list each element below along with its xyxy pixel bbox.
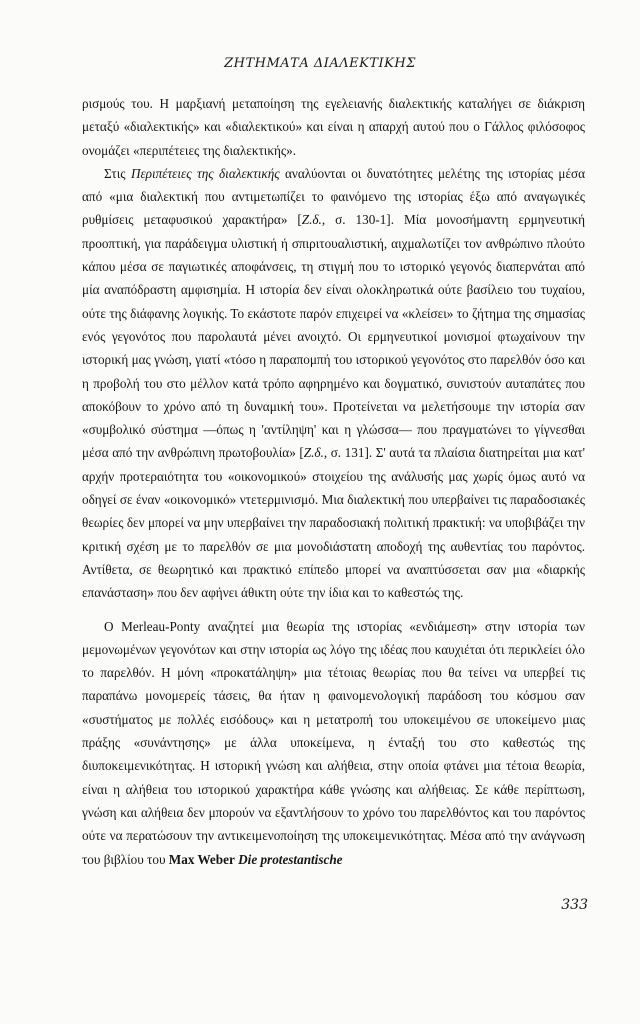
author-name: Max Weber xyxy=(168,851,235,867)
text-run: Στις xyxy=(104,165,131,181)
text-run: , σ. 131]. Σ' αυτά τα πλαίσια διατηρείται μια κατ' αρχήν προτεραιότητα του «οικονομικού» στοιχείου της ανάλυσής μας χωρίς όμως αυτό να οδηγεί σε έναν «οικονομικό» ντετερμινισμό. Μια διαλεκτική που υπερβαίνει τις παραδοσιακές θεωρίες δεν μπορεί να μην υπερβαίνει την παραδοσιακή πολιτική πρακτική: να υποβιβάζει την κριτική σχέση με το παρελθόν σε μια μονοδιάστατη αποδοχή της αυθεντίας του παρόντος. Αντίθετα, σε θεωρητικό και πρακτικό επίπεδο μπορεί να αναπτύσσεται σαν μια «διαρκής επανάσταση» που δεν αφήνει άθικτη ούτε την ίδια και το καθεστώς της. xyxy=(82,445,585,601)
citation-abbrev: Ζ.δ. xyxy=(301,212,322,228)
paragraph-3 xyxy=(82,615,585,871)
text-run: Ο Merleau-Ponty αναζητεί μια θεωρία της ιστορίας «ενδιάμεση» στην ιστορία των μεμονωμένων γεγονότων και στην ιστορία ως λόγο της ιδέας που καυχιέται ότι περικλείει όλο το παρελθόν. Η μόνη «προκατάληψη» μια τέτοιας θεωρίας που θα τείνει να υπερβεί τις παραπάνω μονομερείς τάσεις, θα ήταν η φαινομενολογική παράδοση του κόσμου σαν «συστήματος με πολλές εισόδους» και η μετατροπή του υποκειμένου σε υποκείμενο μιας πράξης «συνάντησης» με άλλα υποκείμενα, η ένταξή του στο καθεστώς της διυποκειμενικότητας. Η ιστορική γνώση και αλήθεια, στην οποία φτάνει μια τέτοια θεωρία, είναι η αλήθεια του ιστορικού χαρακτήρα κάθε γνώσης και αλήθειας. Σε κάθε περίπτωση, γνώση και αλήθεια δεν μπορούν να εξαντλήσουν το χρόνο του παρελθόντος και του παρόντος ούτε να περατώσουν την αντικειμενοποίηση της υποκειμενικότητας. Μέσα από την ανάγνωση του βιβλίου του xyxy=(82,618,585,867)
paragraph-2 xyxy=(82,162,585,605)
text-run: , σ. 130-1]. Μία μονοσήμαντη ερμηνευτική προοπτική, για παράδειγμα υλιστική ή σπιριτουαλιστική, αιχμαλωτίζει τον ανθρώπινο πλούτο κάπου μέσα σε παγιωτικές αποφάνσεις, τη στιγμή που το ιστορικό γεγονός διαπερνάται από μία αναπόδραστη αμφισημία. Η ιστορία δεν είναι ολοκληρωτικά ούτε βασίλειο του τυχαίου, ούτε της διάφανης λογικής. Το εκάστοτε παρόν επιχειρεί να «κλείσει» το ζήτημα της σημασίας ενός γεγονότος που παρολαυτά μένει ανοιχτό. Οι ερμηνευτικοί μονισμοί φτωχαίνουν την ιστορική μας γνώση, γιατί «τόσο η παραπομπή του ιστορικού γεγονότος στο παρελθόν όσο και η προβολή του στο μέλλον κατά τρόπο αφηρημένο και δογματικό, συνιστούν αυταπάτες που αποκόβουν το χρόνο από τη δυναμική του». Προτείνεται να μελετήσουμε την ιστορία σαν «συμβολικό σύστημα —όπως η 'αντίληψη' και η γλώσσα— που πραγματώνει το γίγνεσθαι μέσα από την ανθρώπινη πρωτοβουλία» [ xyxy=(82,212,585,461)
page-number: 333 xyxy=(561,897,588,913)
book-title: Die protestantische xyxy=(238,851,343,867)
running-header: ΖΗΤΗΜΑΤΑ ΔΙΑΛΕΚΤΙΚΗΣ xyxy=(224,56,416,71)
text-run: ρισμούς του. Η μαρξιανή μεταποίηση της εγελειανής διαλεκτικής καταλήγει σε διάκριση μεταξύ «διαλεκτικής» και «διαλεκτικού» και είναι η απαρχή αυτού που ο Γάλλος φιλόσοφος ονομάζει «περιπέτειες της διαλεκτικής». xyxy=(82,96,585,158)
book-title: Περιπέτειες της διαλεκτικής xyxy=(130,165,280,181)
body-text xyxy=(82,92,585,871)
citation-abbrev: Ζ.δ. xyxy=(303,445,324,461)
paragraph-1 xyxy=(82,92,585,162)
text-run: αναλύονται οι δυνατότητες μελέτης της ιστορίας μέσα από «μια διαλεκτική που αντιμετωπίζει το φαινόμενο της ιστορίας έξω από αναγωγικές ρυθμίσεις μεταφυσικού χαρακτήρα» [ xyxy=(82,165,586,228)
